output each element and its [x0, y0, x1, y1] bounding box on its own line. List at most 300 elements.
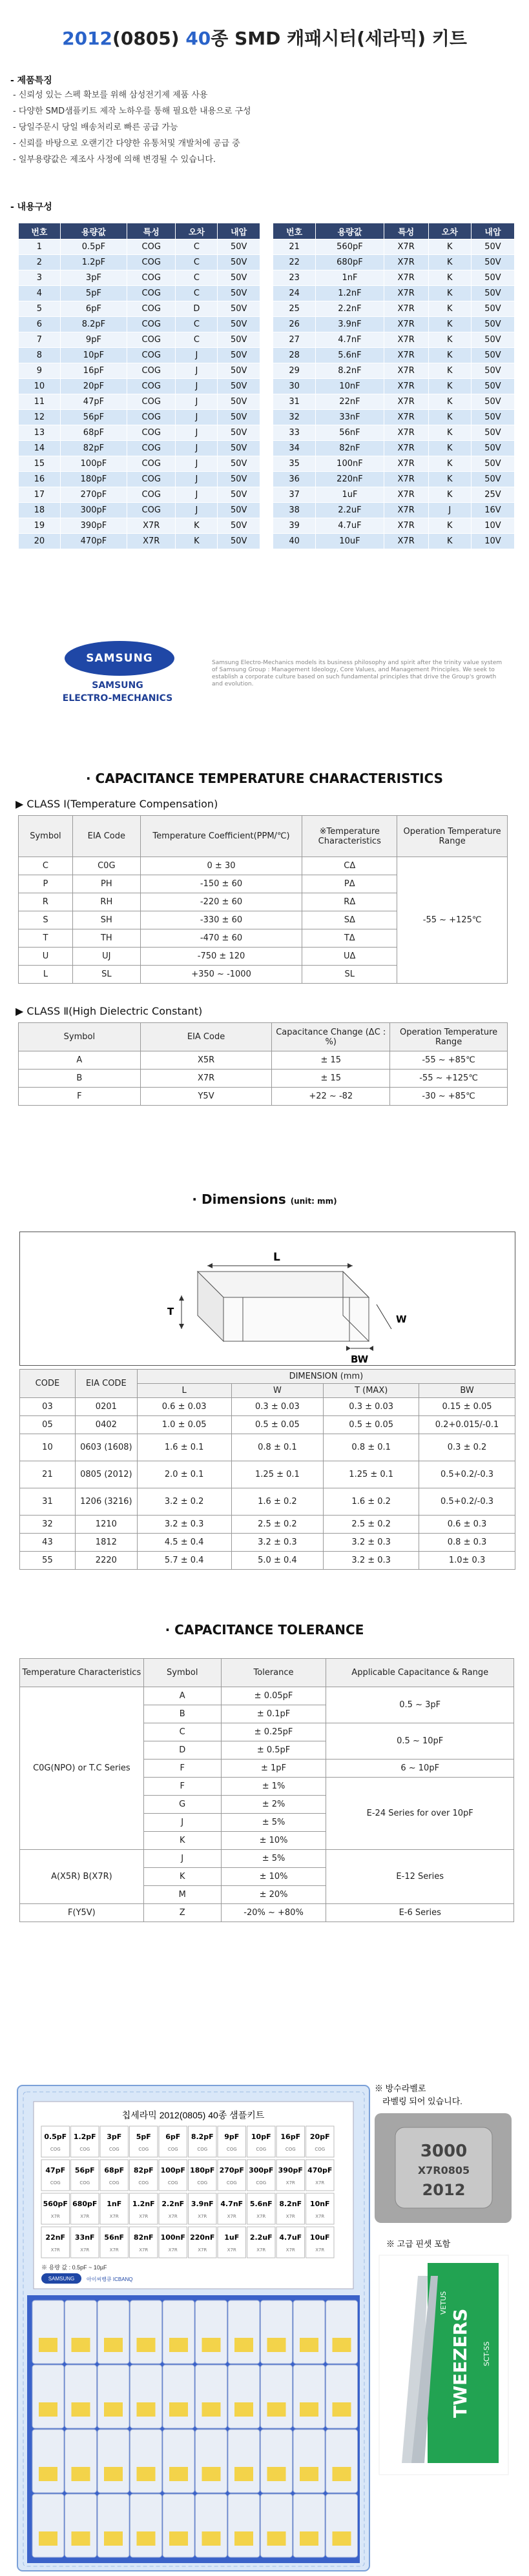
kit-row — [273, 239, 515, 255]
kit-no: 32 — [273, 410, 316, 425]
card-value: 680pF — [72, 2200, 98, 2208]
kit-value: 3pF — [60, 270, 127, 286]
dim-code: 55 — [20, 1552, 76, 1570]
c1-coef: -220 ± 60 — [140, 893, 302, 911]
card-char: COG — [256, 2147, 267, 2152]
label-size: 2012 — [422, 2181, 466, 2199]
card-char: X7R — [109, 2247, 119, 2253]
kit-row — [273, 410, 515, 425]
card-char: X7R — [285, 2247, 295, 2253]
c1-h-range: Operation Temperature Range — [397, 816, 508, 857]
kit-row — [19, 363, 260, 379]
kit-no: 38 — [273, 503, 316, 518]
c1-symbol: S — [19, 911, 73, 929]
tol-symbol: Z — [143, 1904, 221, 1922]
compartment-label — [39, 2531, 57, 2546]
dim-h-t: T (MAX) — [324, 1384, 419, 1398]
card-brand: SAMSUNG — [48, 2276, 75, 2282]
kit-row — [19, 518, 260, 534]
kit-value: 20pF — [60, 379, 127, 394]
c1-char: SL — [302, 966, 397, 984]
compartment-label — [169, 2531, 188, 2546]
card-value: 6pF — [165, 2133, 181, 2141]
compartment — [163, 2300, 194, 2364]
card-cell — [189, 2193, 217, 2224]
compartment-label — [300, 2531, 318, 2546]
compartment — [163, 2429, 194, 2493]
kit-value: 10uF — [316, 534, 384, 549]
kit-value: 1.2pF — [60, 255, 127, 270]
compartment — [261, 2300, 293, 2364]
tol-range: 0.5 ~ 10pF — [326, 1723, 514, 1760]
c1-eia: PH — [72, 875, 140, 893]
tol-symbol: J — [143, 1850, 221, 1868]
card-cell — [189, 2160, 217, 2191]
kit-char: COG — [127, 255, 176, 270]
card-value: 5.6nF — [249, 2200, 273, 2208]
compartment-label — [202, 2402, 221, 2417]
class1-row — [19, 857, 508, 875]
col-volt: 내압 — [218, 223, 260, 239]
c1-symbol: P — [19, 875, 73, 893]
dimension-drawing — [19, 1232, 515, 1366]
kit-tol: K — [428, 379, 471, 394]
dim-bw: 0.3 ± 0.2 — [419, 1434, 515, 1461]
card-value: 4.7nF — [220, 2200, 244, 2208]
card-value: 470pF — [307, 2166, 333, 2175]
kit-tol: K — [428, 425, 471, 441]
card-char: X7R — [285, 2214, 295, 2219]
kit-no: 10 — [19, 379, 61, 394]
kit-tol: J — [176, 363, 218, 379]
kit-no: 31 — [273, 394, 316, 410]
card-char: COG — [109, 2180, 119, 2186]
kit-no: 20 — [19, 534, 61, 549]
tol-symbol: J — [143, 1814, 221, 1832]
card-cell — [306, 2193, 335, 2224]
card-char: X7R — [256, 2214, 266, 2219]
card-cell — [306, 2160, 335, 2191]
tol-value: ± 10% — [221, 1868, 326, 1886]
c1-h-char: ※Temperature Characteristics — [302, 816, 397, 857]
card-char: X7R — [256, 2247, 266, 2253]
tol-range: E-6 Series — [326, 1904, 514, 1922]
dim-h-code: CODE — [20, 1370, 76, 1398]
compartment-label — [137, 2467, 156, 2481]
compartment — [98, 2365, 129, 2428]
dim-h-l: L — [137, 1384, 231, 1398]
card-value: 300pF — [249, 2166, 274, 2175]
card-value: 56nF — [104, 2233, 125, 2242]
card-value: 100pF — [160, 2166, 185, 2175]
c1-range: -55 ~ +125℃ — [397, 857, 508, 984]
tol-char: A(X5R) B(X7R) — [20, 1850, 144, 1904]
card-cell — [130, 2193, 158, 2224]
card-char: COG — [197, 2180, 208, 2186]
kit-tol: K — [428, 270, 471, 286]
kit-volt: 50V — [218, 534, 260, 549]
dim-code: 03 — [20, 1398, 76, 1416]
c1-eia: TH — [72, 929, 140, 948]
col-volt: 내압 — [471, 223, 514, 239]
tol-value: ± 0.5pF — [221, 1741, 326, 1760]
kit-volt: 50V — [471, 441, 514, 456]
card-char: COG — [79, 2147, 90, 2152]
kit-char: X7R — [384, 487, 428, 503]
tol-range: E-12 Series — [326, 1850, 514, 1904]
c1-symbol: L — [19, 966, 73, 984]
kit-tol: J — [176, 425, 218, 441]
card-char: X7R — [315, 2247, 325, 2253]
compartment-label — [72, 2531, 90, 2546]
c2-symbol: A — [19, 1051, 141, 1070]
kit-value: 390pF — [60, 518, 127, 534]
kit-no: 36 — [273, 472, 316, 487]
card-value: 1uF — [224, 2233, 240, 2242]
chip-diagram — [20, 1232, 516, 1366]
kit-value: 56nF — [316, 425, 384, 441]
kit-no: 28 — [273, 348, 316, 363]
card-value: 180pF — [190, 2166, 215, 2175]
kit-char: X7R — [384, 332, 428, 348]
kit-tol: K — [428, 487, 471, 503]
kit-no: 34 — [273, 441, 316, 456]
kit-volt: 50V — [471, 332, 514, 348]
kit-volt: 50V — [471, 425, 514, 441]
samsung-sub1: SAMSUNG — [92, 680, 143, 691]
c1-coef: -150 ± 60 — [140, 875, 302, 893]
compartment-label — [39, 2402, 57, 2417]
bw-label: BW — [351, 1354, 369, 1365]
kit-row — [19, 332, 260, 348]
kit-tol: K — [428, 301, 471, 317]
card-cell — [189, 2227, 217, 2258]
dim-code: 10 — [20, 1434, 76, 1461]
dim-row — [20, 1416, 515, 1434]
card-value: 1.2pF — [73, 2133, 96, 2141]
dim-l: 0.6 ± 0.03 — [137, 1398, 231, 1416]
tol-value: ± 5% — [221, 1850, 326, 1868]
kit-row — [19, 410, 260, 425]
kit-value: 2.2nF — [316, 301, 384, 317]
kit-no: 13 — [19, 425, 61, 441]
kit-row — [19, 270, 260, 286]
card-char: X7R — [315, 2180, 325, 2186]
kit-row — [19, 379, 260, 394]
card-title: 칩세라믹 2012(0805) 40종 샘플키트 — [121, 2110, 265, 2120]
card-value: 0.5pF — [44, 2133, 67, 2141]
kit-tol: K — [428, 441, 471, 456]
kit-tol: J — [176, 472, 218, 487]
card-char: COG — [138, 2147, 149, 2152]
tweezer-text: TWEEZERS — [450, 2308, 471, 2418]
kit-volt: 50V — [218, 270, 260, 286]
card-value: 4.7uF — [279, 2233, 302, 2242]
kit-char: COG — [127, 301, 176, 317]
card-cell — [218, 2227, 246, 2258]
dim-t: 2.5 ± 0.2 — [324, 1516, 419, 1534]
c1-symbol: R — [19, 893, 73, 911]
card-value: 56pF — [74, 2166, 95, 2175]
kit-tol: K — [176, 518, 218, 534]
kit-no: 26 — [273, 317, 316, 332]
card-cell — [218, 2160, 246, 2191]
compartment — [130, 2429, 162, 2493]
c1-char: CΔ — [302, 857, 397, 875]
card-cell — [159, 2227, 187, 2258]
compartment-label — [137, 2338, 156, 2352]
compartment — [32, 2429, 64, 2493]
dim-row — [20, 1552, 515, 1570]
kit-volt: 50V — [218, 286, 260, 301]
card-cell — [100, 2227, 129, 2258]
kit-char: X7R — [384, 503, 428, 518]
card-char: X7R — [139, 2247, 149, 2253]
class1-heading: ▶ CLASS Ⅰ(Temperature Compensation) — [16, 798, 218, 810]
kit-no: 27 — [273, 332, 316, 348]
card-value: 10pF — [251, 2133, 271, 2141]
dim-eia: 0805 (2012) — [75, 1461, 137, 1488]
dim-bw: 0.8 ± 0.3 — [419, 1534, 515, 1552]
kit-volt: 50V — [218, 348, 260, 363]
kit-char: COG — [127, 270, 176, 286]
kit-value: 2.2uF — [316, 503, 384, 518]
features-list — [13, 87, 251, 168]
compartment-label — [300, 2402, 318, 2417]
tol-value: -20% ~ +80% — [221, 1904, 326, 1922]
kit-row — [19, 301, 260, 317]
card-cell — [247, 2160, 276, 2191]
kit-char: COG — [127, 456, 176, 472]
dim-eia: 1812 — [75, 1534, 137, 1552]
compartment-label — [104, 2467, 123, 2481]
card-char: X7R — [315, 2214, 325, 2219]
compartment — [130, 2365, 162, 2428]
kit-volt: 50V — [471, 255, 514, 270]
compartment-label — [267, 2531, 286, 2546]
feature-item: - 일부용량값은 제조사 사정에 의해 변경될 수 있습니다. — [13, 155, 216, 165]
kit-volt: 50V — [218, 255, 260, 270]
dim-t: 0.8 ± 0.1 — [324, 1434, 419, 1461]
kit-row — [273, 379, 515, 394]
col-no: 번호 — [273, 223, 316, 239]
class1-table — [18, 815, 508, 984]
card-char: COG — [226, 2180, 237, 2186]
kit-row — [273, 503, 515, 518]
c1-symbol: C — [19, 857, 73, 875]
col-tol: 오차 — [428, 223, 471, 239]
dim-w: 0.3 ± 0.03 — [231, 1398, 324, 1416]
kit-row — [273, 472, 515, 487]
title-size: 2012 — [62, 28, 113, 49]
title-count: 40 — [185, 28, 211, 49]
dim-w: 5.0 ± 0.4 — [231, 1552, 324, 1570]
compartment-label — [333, 2467, 351, 2481]
kit-row — [273, 456, 515, 472]
dim-code: 05 — [20, 1416, 76, 1434]
kit-value: 300pF — [60, 503, 127, 518]
kit-volt: 50V — [218, 332, 260, 348]
compartment — [196, 2429, 227, 2493]
dim-l: 1.6 ± 0.1 — [137, 1434, 231, 1461]
card-char: X7R — [198, 2214, 207, 2219]
kit-tol: K — [428, 348, 471, 363]
dim-w: 0.5 ± 0.05 — [231, 1416, 324, 1434]
kit-row — [19, 472, 260, 487]
kit-char: X7R — [384, 270, 428, 286]
dim-eia: 1206 (3216) — [75, 1488, 137, 1516]
c1-coef: +350 ~ -1000 — [140, 966, 302, 984]
kit-char: X7R — [384, 410, 428, 425]
compartment-label — [234, 2402, 253, 2417]
kit-tol: K — [428, 456, 471, 472]
class2-row — [19, 1070, 508, 1088]
kit-tol: K — [428, 472, 471, 487]
card-cell — [71, 2193, 99, 2224]
tol-symbol: K — [143, 1832, 221, 1850]
card-char: X7R — [168, 2214, 178, 2219]
kit-char: X7R — [384, 534, 428, 549]
kit-value: 10pF — [60, 348, 127, 363]
kit-volt: 50V — [218, 487, 260, 503]
kit-volt: 50V — [471, 239, 514, 255]
dim-row — [20, 1516, 515, 1534]
compartment-label — [169, 2467, 188, 2481]
compartment — [130, 2300, 162, 2364]
kit-volt: 50V — [471, 410, 514, 425]
kit-tol: J — [176, 394, 218, 410]
features-heading: - 제품특징 — [10, 76, 52, 86]
compartment-label — [267, 2402, 286, 2417]
card-value: 2.2uF — [249, 2233, 273, 2242]
feature-item: - 다양한 SMD샘플키트 제작 노하우를 통해 필요한 내용으로 구성 — [13, 106, 251, 116]
card-cell — [247, 2126, 276, 2157]
compartment-label — [137, 2402, 156, 2417]
samsung-subtitle — [47, 679, 189, 705]
kit-no: 11 — [19, 394, 61, 410]
kit-tol: C — [176, 317, 218, 332]
card-cell — [189, 2126, 217, 2157]
card-char: COG — [50, 2147, 61, 2152]
kit-value: 470pF — [60, 534, 127, 549]
compartment — [196, 2494, 227, 2557]
kit-char: X7R — [384, 456, 428, 472]
dim-t: 0.5 ± 0.05 — [324, 1416, 419, 1434]
c2-symbol: B — [19, 1070, 141, 1088]
kit-row — [19, 317, 260, 332]
c2-change: ± 15 — [272, 1070, 390, 1088]
card-cell — [218, 2193, 246, 2224]
card-value: 33nF — [74, 2233, 95, 2242]
w-arrow — [377, 1304, 391, 1329]
kit-char: COG — [127, 379, 176, 394]
kit-tol: K — [176, 534, 218, 549]
kit-value: 16pF — [60, 363, 127, 379]
kit-no: 29 — [273, 363, 316, 379]
compartment — [293, 2429, 325, 2493]
kit-tol: K — [428, 286, 471, 301]
kit-tol: C — [176, 255, 218, 270]
tol-value: ± 5% — [221, 1814, 326, 1832]
kit-char: X7R — [384, 472, 428, 487]
compartment — [98, 2429, 129, 2493]
kit-tol: K — [428, 239, 471, 255]
card-value: 1.2nF — [132, 2200, 155, 2208]
kit-value: 100pF — [60, 456, 127, 472]
kit-value: 82pF — [60, 441, 127, 456]
compartment-label — [202, 2338, 221, 2352]
dim-w: 0.8 ± 0.1 — [231, 1434, 324, 1461]
kit-char: X7R — [127, 534, 176, 549]
c1-char: TΔ — [302, 929, 397, 948]
tol-range: E-24 Series for over 10pF — [326, 1778, 514, 1850]
compartment-label — [333, 2402, 351, 2417]
kit-volt: 50V — [471, 394, 514, 410]
compartment-label — [72, 2402, 90, 2417]
samsung-logo: SAMSUNG — [65, 641, 174, 676]
compartment — [65, 2429, 97, 2493]
card-cell — [306, 2227, 335, 2258]
kit-no: 23 — [273, 270, 316, 286]
card-footer: ※ 용량 값 : 0.5pF ~ 10µF — [41, 2264, 107, 2271]
compartment — [326, 2300, 358, 2364]
compartment — [293, 2494, 325, 2557]
c2-range: -55 ~ +85℃ — [390, 1051, 508, 1070]
dim-l: 1.0 ± 0.05 — [137, 1416, 231, 1434]
kit-volt: 50V — [218, 317, 260, 332]
compartment-label — [137, 2531, 156, 2546]
kit-volt: 10V — [471, 518, 514, 534]
dim-eia: 0603 (1608) — [75, 1434, 137, 1461]
kit-char: X7R — [384, 348, 428, 363]
card-char: X7R — [109, 2214, 119, 2219]
kit-row — [19, 425, 260, 441]
tweezer-note: ※ 고급 핀셋 포함 — [386, 2239, 451, 2249]
card-char: COG — [138, 2180, 149, 2186]
card-value: 16pF — [280, 2133, 301, 2141]
kit-tol: K — [428, 332, 471, 348]
col-value: 용량값 — [316, 223, 384, 239]
card-char: X7R — [198, 2247, 207, 2253]
dim-code: 21 — [20, 1461, 76, 1488]
compartment-label — [300, 2467, 318, 2481]
card-cell — [130, 2227, 158, 2258]
t-label: T — [167, 1306, 174, 1317]
kit-char: COG — [127, 472, 176, 487]
c2-change: ± 15 — [272, 1051, 390, 1070]
compartment — [326, 2429, 358, 2493]
card-cell — [130, 2126, 158, 2157]
dim-row — [20, 1398, 515, 1416]
kit-tol: J — [176, 410, 218, 425]
kit-volt: 50V — [471, 317, 514, 332]
kit-value: 4.7uF — [316, 518, 384, 534]
kit-tol: K — [428, 317, 471, 332]
kit-row — [19, 441, 260, 456]
dim-h-bw: BW — [419, 1384, 515, 1398]
kit-no: 15 — [19, 456, 61, 472]
kit-row — [273, 332, 515, 348]
page-title — [0, 25, 529, 50]
kit-char: X7R — [384, 301, 428, 317]
kit-char: X7R — [384, 379, 428, 394]
feature-item: - 당일주문시 당일 배송처리로 빠른 공급 가능 — [13, 123, 178, 132]
card-char: COG — [50, 2180, 61, 2186]
dim-h-dimension: DIMENSION (mm) — [137, 1370, 515, 1384]
kit-value: 10nF — [316, 379, 384, 394]
kit-row — [19, 348, 260, 363]
card-cell — [306, 2126, 335, 2157]
